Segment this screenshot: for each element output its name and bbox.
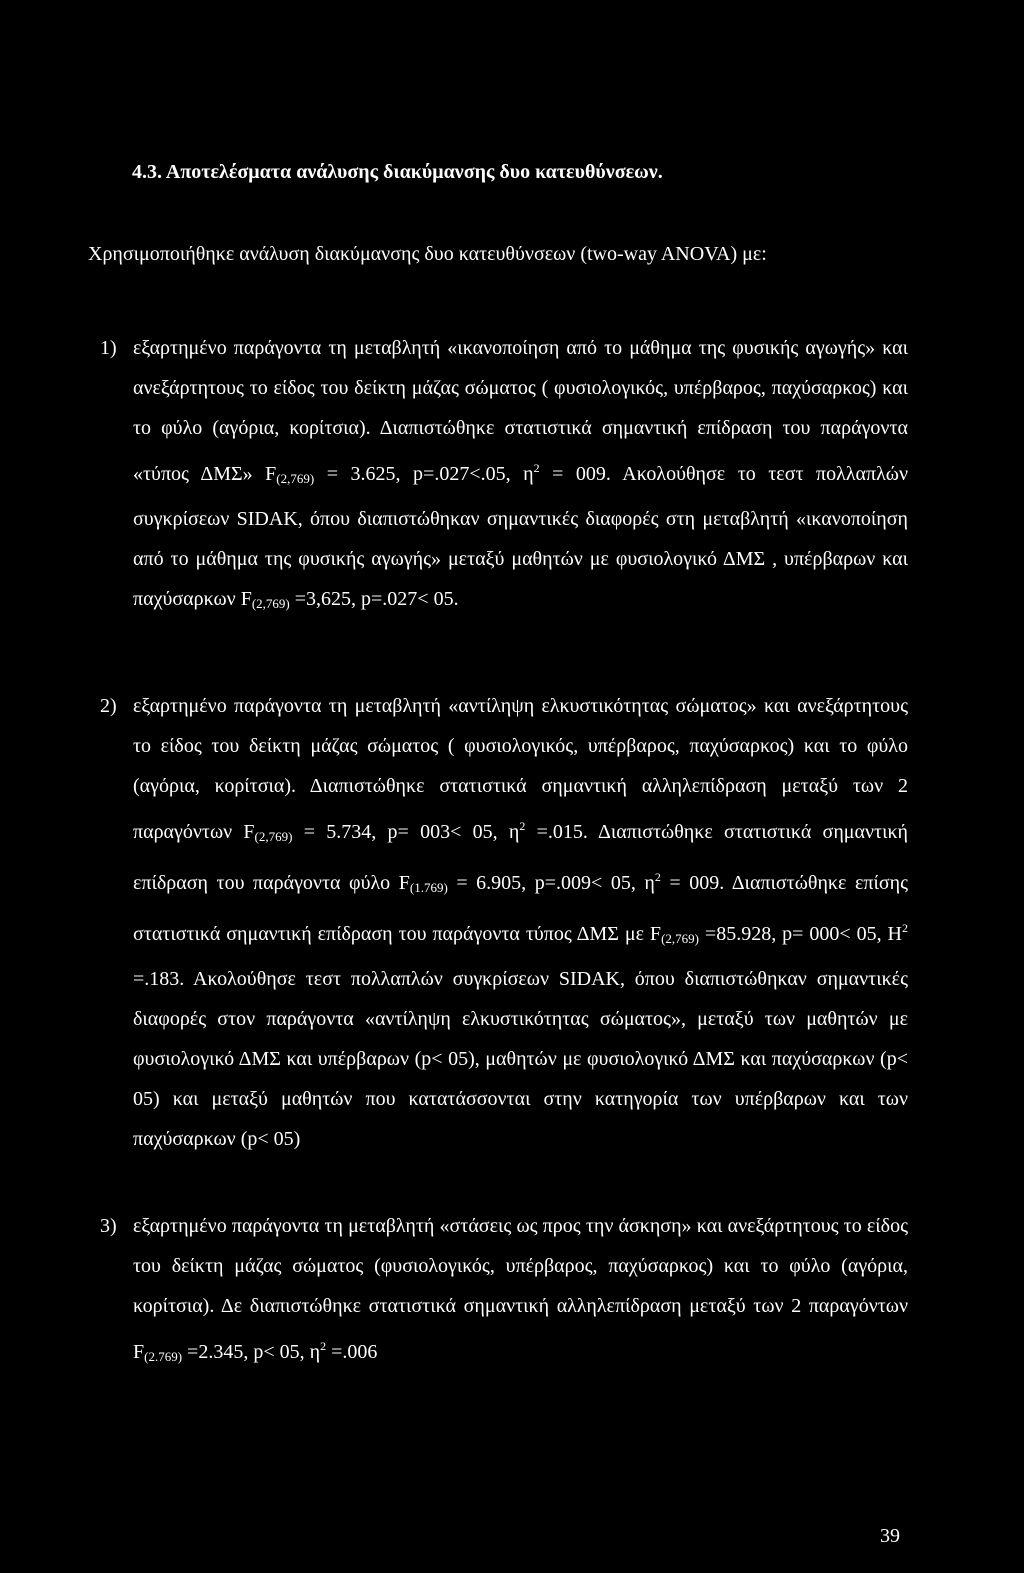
list-item-marker: 2) — [100, 695, 117, 717]
subscript: (2,769) — [251, 596, 290, 611]
text-segment: εξαρτημένο παράγοντα τη μεταβλητή «αντίληψη ελκυστικότητας σώματος» και ανεξάρτητους το είδος του δείκτη μάζας σώματος ( φυσιολογικός, υπέρβαρος, παχύσαρκος) και το φύλο (αγόρια, κορίτσια). Διαπιστώθηκε στατιστικά σημαντική αλληλεπίδραση μεταξύ των 2 παραγόντων F — [133, 695, 908, 843]
superscript: 2 — [654, 870, 661, 884]
list-item-marker: 1) — [100, 337, 117, 359]
superscript: 2 — [519, 819, 526, 833]
text-segment: =85.928, p= 000< 05, Η — [698, 923, 902, 945]
subscript: (2.769) — [144, 1349, 183, 1364]
text-segment: =.183. Ακολούθησε τεστ πολλαπλών συγκρίσεων SIDAK, όπου διαπιστώθηκαν σημαντικές διαφορές στον παράγοντα «αντίληψη ελκυστικότητας σώματος», μεταξύ των μαθητών με φυσιολογικό ΔΜΣ και υπέρβαρων (p< 05), μαθητών με φυσιολογικό ΔΜΣ και παχύσαρκων (p< 05) και μεταξύ μαθητών που κατατάσσονται στην κατηγορία των υπέρβαρων και των παχύσαρκων (p< 05) — [133, 968, 908, 1150]
text-segment: = 3.625, p=.027<.05, η — [314, 463, 534, 485]
text-segment: εξαρτημένο παράγοντα τη μεταβλητή «στάσεις ως προς την άσκηση» και ανεξάρτητους το είδος του δείκτη μάζας σώματος (φυσιολογικός, υπέρβαρος, παχύσαρκος) και το φύλο (αγόρια, κορίτσια). Δε διαπιστώθηκε στατιστικά σημαντική αλληλεπίδραση μεταξύ των 2 παραγόντων F — [133, 1215, 908, 1363]
text-segment: = 6.905, p=.009< 05, η — [447, 872, 655, 894]
text-segment: = 009. Ακολούθησε το τεστ πολλαπλών συγκρίσεων SIDAK, όπου διαπιστώθηκαν σημαντικές διαφορές στη μεταβλητή «ικανοποίηση από το μάθημα της φυσικής αγωγής» μεταξύ μαθητών με φυσιολογικό ΔΜΣ , υπέρβαρων και παχύσαρκων F — [133, 463, 909, 610]
superscript: 2 — [533, 461, 540, 475]
text-segment: =.015. Διαπιστώθηκε στατιστικά σημαντική επίδραση του παράγοντα φύλο F — [133, 821, 908, 894]
text-segment: =3,625, p=.027< 05. — [289, 588, 459, 610]
list-item-text — [133, 686, 908, 1159]
text-segment: =.006 — [326, 1341, 378, 1363]
list-item-text — [133, 1206, 908, 1377]
superscript: 2 — [320, 1339, 327, 1353]
text-segment: =2.345, p< 05, η — [182, 1341, 321, 1363]
list-item-marker: 3) — [100, 1215, 117, 1237]
list-item — [100, 686, 908, 1159]
superscript: 2 — [902, 921, 908, 935]
section-heading: 4.3. Αποτελέσματα ανάλυσης διακύμανσης δυο κατευθύνσεων. — [132, 161, 663, 183]
text-segment: = 009. Διαπιστώθηκε επίσης στατιστικά σημαντική επίδραση του παράγοντα τύπος ΔΜΣ με F — [133, 872, 908, 945]
list-item — [100, 1206, 908, 1377]
intro-paragraph: Χρησιμοποιήθηκε ανάλυση διακύμανσης δυο κατευθύνσεων (two-way ANOVA) με: — [88, 243, 767, 265]
text-segment: = 5.734, p= 003< 05, η — [292, 821, 520, 843]
text-segment: εξαρτημένο παράγοντα τη μεταβλητή «ικανοποίηση από το μάθημα της φυσικής αγωγής» και ανεξάρτητους το είδος του δείκτη μάζας σώματος ( φυσιολογικός, υπέρβαρος, παχύσαρκος) και το φύλο (αγόρια, κορίτσια). Διαπιστώθηκε στατιστικά σημαντική επίδραση του παράγοντα «τύπος ΔΜΣ» F — [133, 337, 908, 485]
list-item-text — [133, 328, 908, 624]
subscript: (2,769) — [661, 931, 699, 946]
subscript: (2,769) — [276, 471, 315, 486]
subscript: (1.769) — [409, 880, 448, 895]
subscript: (2,769) — [254, 829, 293, 844]
list-item — [100, 328, 908, 624]
page-number: 39 — [880, 1525, 900, 1547]
